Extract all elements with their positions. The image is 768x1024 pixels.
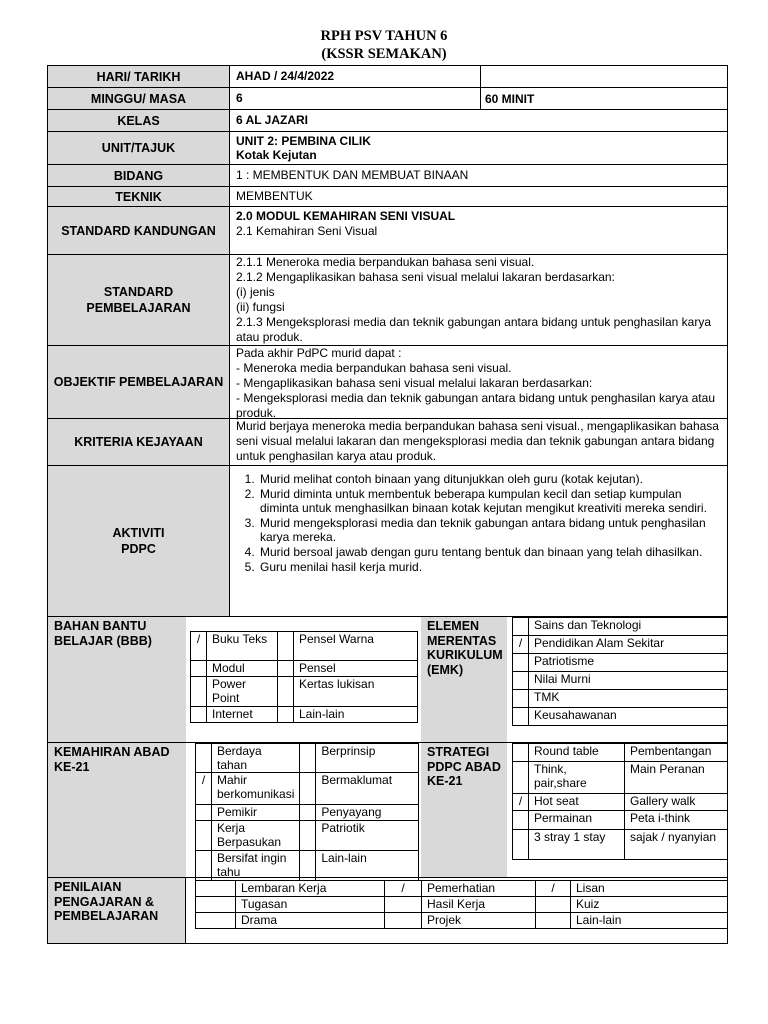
unit-value	[231, 132, 728, 164]
pen-mark	[385, 897, 422, 913]
emk-mark	[513, 672, 529, 690]
bbb-item: Internet	[207, 707, 278, 723]
section-penilaian	[48, 878, 728, 943]
doc-title: RPH PSV TAHUN 6	[320, 28, 448, 44]
strategi-mark	[513, 830, 529, 860]
k21-item: Lain-lain	[316, 851, 419, 881]
emk-item: Pendidikan Alam Sekitar	[529, 636, 728, 654]
sp-value	[231, 255, 728, 345]
bbb-mark	[191, 677, 207, 707]
emk-label: ELEMEN MERENTAS KURIKULUM (EMK)	[421, 617, 507, 742]
k21-item: Berdaya tahan	[212, 744, 300, 773]
bbb-mark	[191, 707, 207, 723]
sk-module: 2.0 MODUL KEMAHIRAN SENI VISUAL	[236, 209, 456, 223]
doc-subtitle: (KSSR SEMAKAN)	[321, 46, 447, 62]
unit-topic: Kotak Kejutan	[236, 148, 317, 162]
sk-label: STANDARD KANDUNGAN	[48, 207, 230, 254]
k21-mark	[196, 805, 212, 821]
penilaian-label: PENILAIAN PENGAJARAN & PEMBELAJARAN	[48, 878, 186, 943]
row-unit	[48, 132, 728, 165]
bbb-label: BAHAN BANTU BELAJAR (BBB)	[48, 617, 186, 742]
sp-line: (i) jenis	[236, 285, 275, 299]
emk-item: Keusahawanan	[529, 708, 728, 726]
unit-title: UNIT 2: PEMBINA CILIK	[236, 134, 371, 148]
pen-item: Kuiz	[571, 897, 728, 913]
emk-mark	[513, 618, 529, 636]
k21-mark	[300, 805, 316, 821]
bbb-mark	[278, 632, 294, 661]
pen-item: Pemerhatian	[422, 881, 536, 897]
activity-item: 3. Murid mengeksplorasi media dan teknik gabungan antara bidang untuk penghasilan karya mereka.	[258, 516, 708, 545]
k21-item: Berprinsip	[316, 744, 419, 773]
bbb-item: Buku Teks	[207, 632, 278, 661]
pen-item: Hasil Kerja	[422, 897, 536, 913]
emk-mark	[513, 708, 529, 726]
sp-line: 2.1.3 Mengeksplorasi media dan teknik gabungan antara bidang untuk penghasilan karya atau produk.	[236, 315, 711, 344]
activity-item: 1. Murid melihat contoh binaan yang ditunjukkan oleh guru (kotak kejutan).	[258, 472, 708, 487]
k21-item: Pemikir	[212, 805, 300, 821]
minggu-label: MINGGU/ MASA	[48, 88, 230, 109]
pen-mark	[196, 881, 236, 897]
pen-mark	[196, 897, 236, 913]
emk-item: TMK	[529, 690, 728, 708]
strategi-label: STRATEGI PDPC ABAD KE-21	[421, 743, 507, 877]
strategi-item: Permainan	[529, 811, 625, 830]
pen-item: Lain-lain	[571, 913, 728, 929]
kelas-value: 6 AL JAZARI	[236, 113, 309, 127]
row-standard-kandungan	[48, 207, 728, 255]
sp-label-1: STANDARD	[103, 285, 174, 299]
hari-label: HARI/ TARIKH	[48, 66, 230, 87]
akt-label-2: PDPC	[121, 542, 156, 556]
kk-value: Murid berjaya meneroka media berpandukan bahasa seni visual., mengaplikasikan bahasa seni visual melalui lakaran dan mengeksplorasi media dan teknik gabungan antara bidang untuk penghasilan karya atau produk.	[236, 419, 719, 463]
k21-mark	[196, 744, 212, 773]
akt-value	[231, 466, 728, 616]
strategi-item: 3 stray 1 stay	[529, 830, 625, 860]
pen-mark	[536, 913, 571, 929]
row-minggu	[48, 88, 728, 110]
emk-mark: /	[513, 636, 529, 654]
op-label: OBJEKTIF PEMBELAJARAN	[48, 346, 230, 418]
strategi-table	[512, 743, 728, 860]
kelas-label: KELAS	[48, 110, 230, 131]
emk-mark	[513, 690, 529, 708]
k21-item: Patriotik	[316, 821, 419, 851]
pen-item: Drama	[236, 913, 385, 929]
sk-skill: 2.1 Kemahiran Seni Visual	[236, 224, 378, 238]
bbb-mark	[278, 707, 294, 723]
sp-line: 2.1.2 Mengaplikasikan bahasa seni visual melalui lakaran berdasarkan:	[236, 270, 615, 284]
strategi-item: Round table	[529, 744, 625, 762]
strategi-mark: /	[513, 794, 529, 811]
k21-table	[195, 743, 419, 881]
k21-item: Mahir berkomunikasi	[212, 773, 300, 805]
pen-item: Lisan	[571, 881, 728, 897]
pen-item: Tugasan	[236, 897, 385, 913]
op-line: - Mengaplikasikan bahasa seni visual melalui lakaran berdasarkan:	[236, 376, 593, 390]
bidang-value: 1 : MEMBENTUK DAN MEMBUAT BINAAN	[236, 168, 469, 182]
emk-item: Sains dan Teknologi	[529, 618, 728, 636]
strategi-item: Gallery walk	[625, 794, 728, 811]
sp-line: (ii) fungsi	[236, 300, 285, 314]
pen-item: Lembaran Kerja	[236, 881, 385, 897]
bbb-mark	[278, 661, 294, 677]
bbb-item: Pensel	[294, 661, 418, 677]
emk-item: Patriotisme	[529, 654, 728, 672]
bbb-mark	[191, 661, 207, 677]
row-kriteria	[48, 419, 728, 466]
strategi-mark	[513, 762, 529, 794]
strategi-item: sajak / nyanyian	[625, 830, 728, 860]
bidang-label: BIDANG	[48, 165, 230, 186]
emk-item: Nilai Murni	[529, 672, 728, 690]
k21-item: Bermaklumat	[316, 773, 419, 805]
pen-mark	[385, 913, 422, 929]
section-k21-strategi	[48, 743, 728, 878]
activity-item: 4. Murid bersoal jawab dengan guru tentang bentuk dan binaan yang telah dihasilkan.	[258, 545, 708, 560]
emk-table	[512, 617, 728, 726]
k21-mark	[196, 851, 212, 881]
strategi-mark	[513, 811, 529, 830]
bbb-mark: /	[191, 632, 207, 661]
sk-value	[231, 207, 728, 254]
penilaian-table	[195, 880, 728, 929]
bbb-mark	[278, 677, 294, 707]
section-bbb-emk	[48, 617, 728, 743]
strategi-item: Peta i-think	[625, 811, 728, 830]
teknik-label: TEKNIK	[48, 187, 230, 206]
sp-label-2: PEMBELAJARAN	[86, 301, 191, 315]
k21-mark	[300, 744, 316, 773]
activity-list	[236, 472, 708, 574]
k21-item: Kerja Berpasukan	[212, 821, 300, 851]
row-aktiviti	[48, 466, 728, 617]
op-line: Pada akhir PdPC murid dapat :	[236, 346, 402, 360]
strategi-item: Think, pair,share	[529, 762, 625, 794]
akt-label-1: AKTIVITI	[112, 526, 165, 540]
row-standard-pembelajaran	[48, 255, 728, 346]
pen-item: Projek	[422, 913, 536, 929]
kk-label: KRITERIA KEJAYAAN	[48, 419, 230, 465]
strategi-mark	[513, 744, 529, 762]
emk-mark	[513, 654, 529, 672]
k21-mark: /	[196, 773, 212, 805]
row-teknik	[48, 187, 728, 207]
op-line: - Mengeksplorasi media dan teknik gabungan antara bidang untuk penghasilan karya atau produk.	[236, 391, 715, 420]
k21-label: KEMAHIRAN ABAD KE-21	[48, 743, 186, 877]
k21-mark	[300, 773, 316, 805]
k21-mark	[300, 851, 316, 881]
row-objektif	[48, 346, 728, 419]
bbb-table	[190, 631, 418, 723]
teknik-value: MEMBENTUK	[236, 189, 313, 203]
bbb-item: Power Point	[207, 677, 278, 707]
unit-label: UNIT/TAJUK	[48, 132, 230, 164]
bbb-item: Kertas lukisan	[294, 677, 418, 707]
bbb-item: Pensel Warna	[294, 632, 418, 661]
op-line: - Meneroka media berpandukan bahasa seni visual.	[236, 361, 512, 375]
row-hari	[48, 66, 728, 88]
k21-item: Bersifat ingin tahu	[212, 851, 300, 881]
activity-item: 2. Murid diminta untuk membentuk beberapa kumpulan kecil dan setiap kumpulan diminta untuk menghasilkan binaan kotak kejutan mengikut kreativiti mereka sendiri.	[258, 487, 708, 516]
sp-line: 2.1.1 Meneroka media berpandukan bahasa seni visual.	[236, 255, 535, 269]
minggu-value: 6	[236, 91, 243, 105]
activity-item: 5. Guru menilai hasil kerja murid.	[258, 560, 708, 575]
k21-mark	[196, 821, 212, 851]
pen-mark: /	[536, 881, 571, 897]
strategi-item: Pembentangan	[625, 744, 728, 762]
pen-mark	[196, 913, 236, 929]
sp-label	[48, 255, 230, 345]
pen-mark: /	[385, 881, 422, 897]
bbb-item: Modul	[207, 661, 278, 677]
bbb-item: Lain-lain	[294, 707, 418, 723]
hari-value: AHAD / 24/4/2022	[236, 69, 335, 83]
row-kelas	[48, 110, 728, 132]
op-value	[231, 346, 728, 418]
strategi-item: Hot seat	[529, 794, 625, 811]
row-bidang	[48, 165, 728, 187]
strategi-item: Main Peranan	[625, 762, 728, 794]
pen-mark	[536, 897, 571, 913]
akt-label	[48, 466, 230, 616]
masa-value: 60 MINIT	[485, 91, 535, 106]
k21-mark	[300, 821, 316, 851]
k21-item: Penyayang	[316, 805, 419, 821]
